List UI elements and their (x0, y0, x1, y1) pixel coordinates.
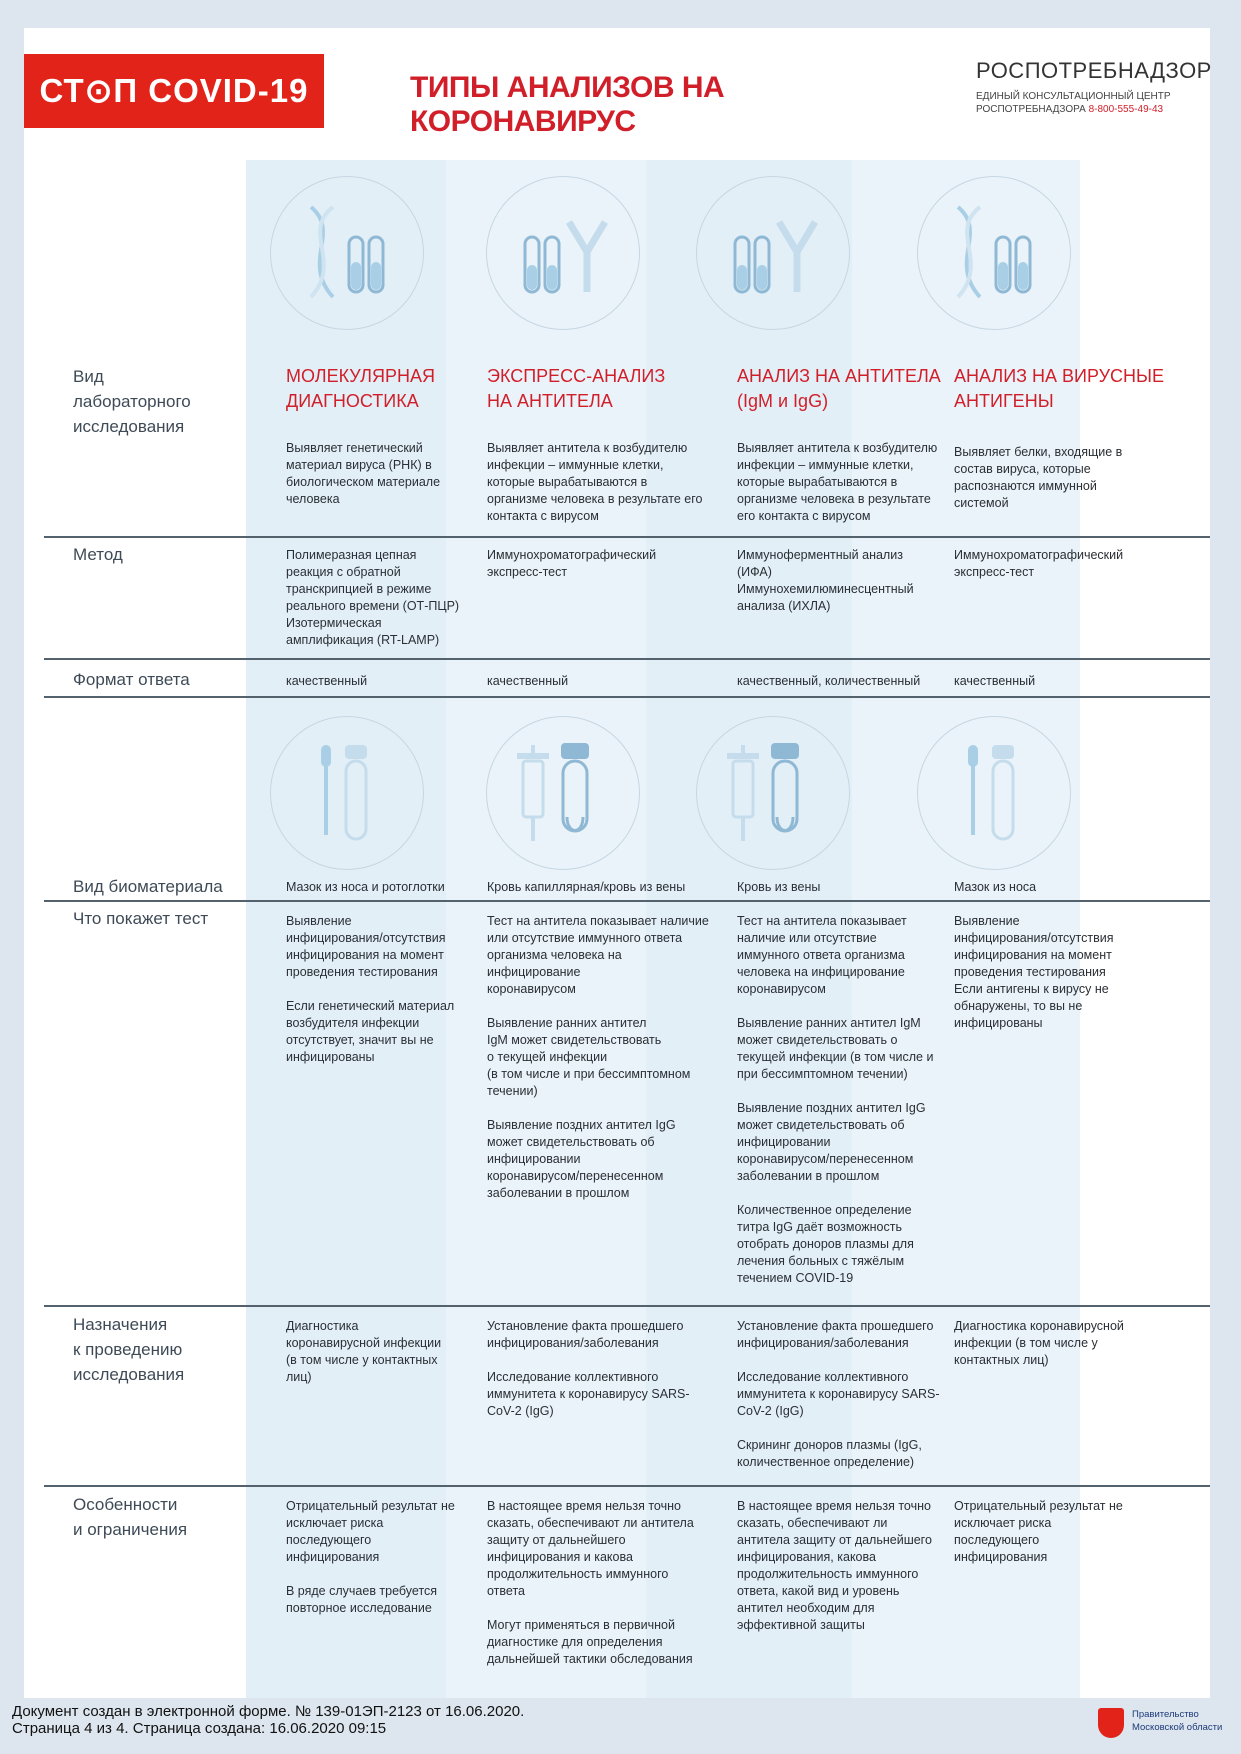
column-4-biomaterial: Мазок из носа (954, 880, 1037, 894)
row-label-result: Что покажет тест (73, 909, 209, 928)
org-phone: 8-800-555-49-43 (1088, 104, 1164, 115)
column-2-format: качественный (487, 674, 569, 688)
column-4-result: Выявление инфицирования/отсутствия инфицирования на момент проведения тестирования Если антигены к вирусу не обнаружены, то вы не инфицированы (954, 914, 1114, 1030)
row-divider (44, 536, 1210, 538)
row-label-type: Вид лабораторного исследования (73, 367, 191, 436)
column-3-limits: В настоящее время нельзя точно сказать, обеспечивают ли антитела защиту от дальнейшего инфицирования, какова продолжительность иммунного ответа, какой вид и уровень антител необходим для эффективной защиты (737, 1499, 932, 1632)
row-divider (44, 1305, 1210, 1307)
column-1-method: Полимеразная цепная реакция с обратной транскрипцией в режиме реального времени (ОТ-ПЦР) Изотермическая амплификация (RT-LAMP) (286, 548, 460, 647)
column-1-format: качественный (286, 674, 368, 688)
poster-sheet (24, 28, 1210, 1698)
stop-covid-banner: СТ⊙П COVID-19 (24, 54, 324, 128)
dna-test-tubes-icon (917, 176, 1071, 330)
column-3-biomaterial: Кровь из вены (737, 880, 821, 894)
row-divider (44, 658, 1210, 660)
org-block (976, 58, 1212, 116)
column-1-desc: Выявляет генетический материал вируса (РНК) в биологическом материале человека (286, 441, 441, 506)
row-label-biomaterial: Вид биоматериала (73, 877, 223, 896)
column-4-purpose: Диагностика коронавирусной инфекции (в том числе у контактных лиц) (954, 1319, 1124, 1367)
dna-test-tubes-icon (270, 176, 424, 330)
column-1-biomaterial: Мазок из носа и ротоглотки (286, 880, 445, 894)
column-3-format: качественный, количественный (737, 674, 921, 688)
row-divider (44, 900, 1210, 902)
footer-line-1: Документ создан в электронной форме. № 139-01ЭП-2123 от 16.06.2020. (12, 1703, 525, 1720)
column-3-method: Иммуноферментный анализ (ИФА) Иммунохемилюминесцентный анализа (ИХЛА) (737, 548, 914, 613)
antibody-test-tubes-icon (486, 176, 640, 330)
column-4-method: Иммунохроматографический экспресс-тест (954, 548, 1124, 579)
column-3-desc: Выявляет антитела к возбудителю инфекции – иммунные клетки, которые вырабатываются в организме человека в результате его контакта с вирусом (737, 441, 938, 523)
column-2-result: Тест на антитела показывает наличие или отсутствие иммунного ответа организма человека на инфицирование коронавирусом Выявление ранних антител IgM может свидетельствовать о текущей инфекции (в том числе и при бессимптомном течении) Выявление поздних антител IgG может свидетельствовать об инфицировании коронавирусом/перенесенном заболевании в прошлом (487, 914, 709, 1200)
column-1-limits: Отрицательный результат не исключает риска последующего инфицирования В ряде случаев требуется повторное исследование (286, 1499, 455, 1615)
syringe-tube-icon (696, 716, 850, 870)
page-title: ТИПЫ АНАЛИЗОВ НА КОРОНАВИРУС (410, 71, 725, 138)
column-1-title: МОЛЕКУЛЯРНАЯ ДИАГНОСТИКА (286, 366, 435, 411)
column-2-purpose: Установление факта прошедшего инфицирования/заболевания Исследование коллективного иммунитета к коронавирусу SARS- CoV-2 (IgG) (487, 1319, 690, 1418)
gov-line-2: Московской области (1132, 1722, 1223, 1733)
government-logo (1098, 1706, 1233, 1742)
coat-of-arms-icon (1098, 1708, 1124, 1738)
swab-tube-icon (270, 716, 424, 870)
column-1-result: Выявление инфицирования/отсутствия инфицирования на момент проведения тестирования Если генетический материал возбудителя инфекции отсутствует, значит вы не инфицированы (286, 914, 455, 1064)
org-line-1: ЕДИНЫЙ КОНСУЛЬТАЦИОННЫЙ ЦЕНТР (976, 91, 1171, 102)
org-name: РОСПОТРЕБНАДЗОР (976, 58, 1212, 83)
document-footer (12, 1703, 524, 1737)
syringe-tube-icon (486, 716, 640, 870)
column-4-desc: Выявляет белки, входящие в состав вируса, которые распознаются иммунной системой (954, 445, 1123, 510)
org-line-2: РОСПОТРЕБНАДЗОРА (976, 104, 1086, 115)
row-divider (44, 696, 1210, 698)
government-name (1132, 1708, 1222, 1734)
column-3-result: Тест на антитела показывает наличие или отсутствие иммунного ответа организма человека на инфицирование коронавирусом Выявление ранних антител IgM может свидетельствовать о текущей инфекции (в том числе и при бессимптомном течении) Выявление поздних антител IgG может свидетельствовать об инфицировании коронавирусом/перенесенном заболевании в прошлом Количественное определение титра IgG даёт возможность отобрать доноров плазмы для лечения больных с тяжёлым течением COVID-19 (737, 914, 934, 1285)
row-label-purpose: Назначения к проведению исследования (73, 1315, 185, 1384)
column-2-method: Иммунохроматографический экспресс-тест (487, 548, 657, 579)
column-2-biomaterial: Кровь капиллярная/кровь из вены (487, 880, 686, 894)
column-3-title: АНАЛИЗ НА АНТИТЕЛА (IgM и IgG) (737, 366, 941, 411)
column-2-limits: В настоящее время нельзя точно сказать, обеспечивают ли антитела защиту от дальнейшего инфицирования и какова продолжительность иммунного ответа Могут применяться в первичной диагностике для определения дальнейшей тактики обследования (487, 1499, 694, 1666)
column-2-title: ЭКСПРЕСС-АНАЛИЗ НА АНТИТЕЛА (487, 366, 666, 411)
column-1-purpose: Диагностика коронавирусной инфекции (в том числе у контактных лиц) (286, 1319, 442, 1384)
row-label-limits: Особенности и ограничения (73, 1495, 188, 1539)
row-label-method: Метод (73, 545, 123, 564)
row-divider (44, 1485, 1210, 1487)
column-4-limits: Отрицательный результат не исключает риска последующего инфицирования (954, 1499, 1123, 1564)
gov-line-1: Правительство (1132, 1709, 1199, 1720)
row-label-format: Формат ответа (73, 670, 190, 689)
column-4-format: качественный (954, 674, 1036, 688)
footer-line-2: Страница 4 из 4. Страница создана: 16.06.2020 09:15 (12, 1720, 387, 1737)
column-4-title: АНАЛИЗ НА ВИРУСНЫЕ АНТИГЕНЫ (954, 366, 1164, 411)
column-3-purpose: Установление факта прошедшего инфицирования/заболевания Исследование коллективного иммунитета к коронавирусу SARS- CoV-2 (IgG) Скрининг доноров плазмы (IgG, количественное определение) (737, 1319, 940, 1469)
swab-tube-icon (917, 716, 1071, 870)
antibody-test-tubes-icon (696, 176, 850, 330)
org-contact (976, 90, 1196, 116)
column-2-desc: Выявляет антитела к возбудителю инфекции – иммунные клетки, которые вырабатываются в организме человека в результате его контакта с вирусом (487, 441, 703, 523)
